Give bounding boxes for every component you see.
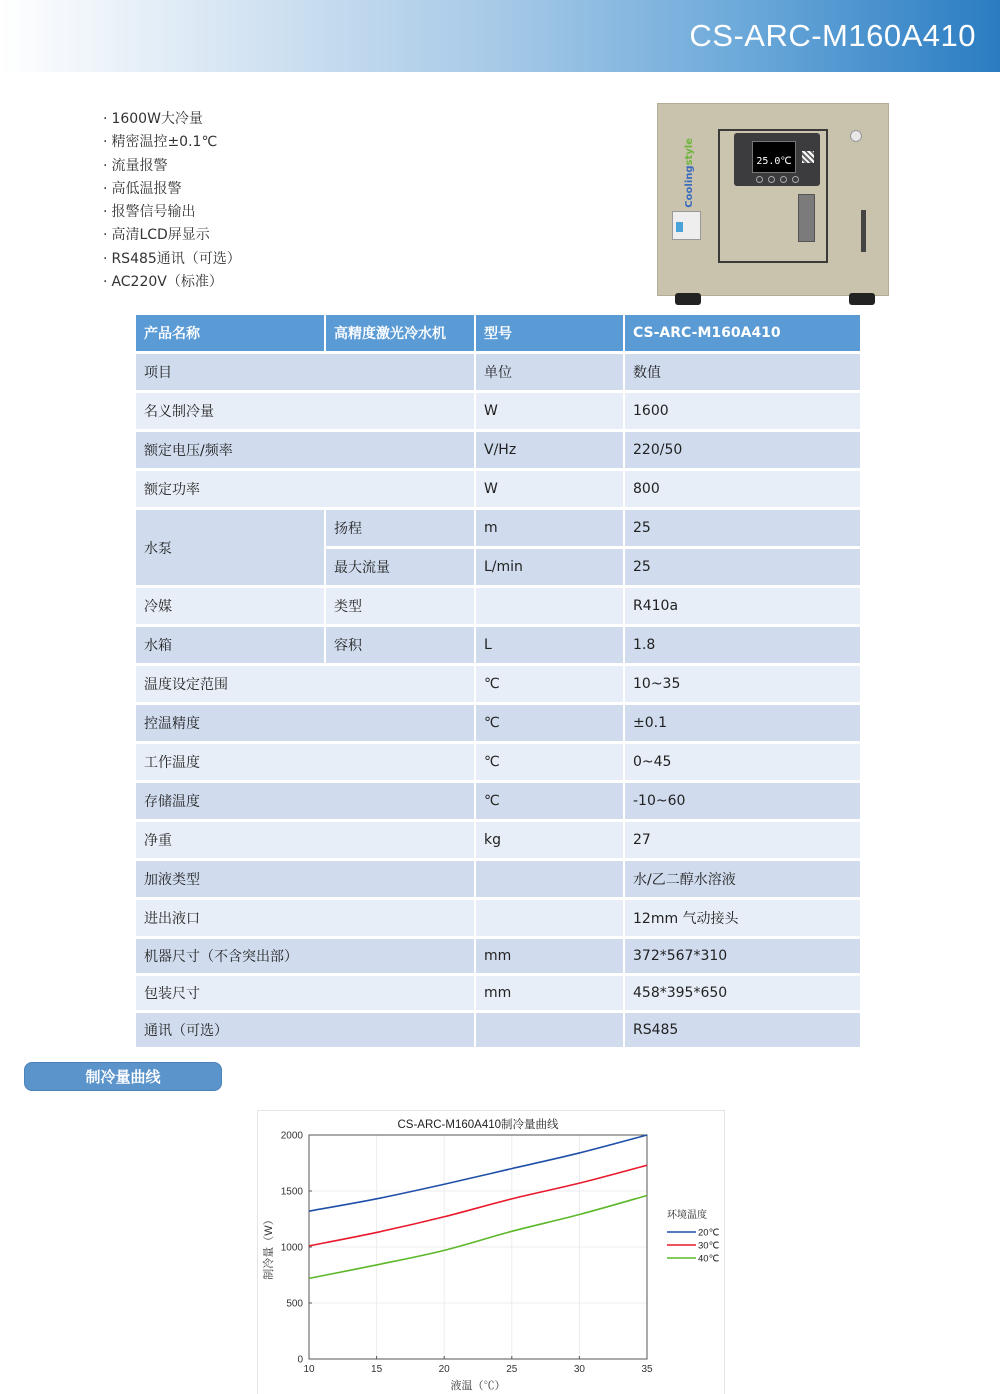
table-row: [136, 588, 860, 624]
model-label: 型号: [476, 315, 623, 351]
model-title: CS-ARC-M160A410: [689, 18, 976, 53]
y-tick-label: 2000: [280, 1130, 303, 1142]
table-row: [136, 822, 860, 858]
chart-canvas: [258, 1111, 726, 1394]
legend-title: 环境温度: [667, 1210, 707, 1221]
cell-value: 12mm 气动接头: [625, 900, 860, 936]
table-row: [136, 705, 860, 741]
table-row: [136, 510, 860, 546]
cell-value: 25: [625, 549, 860, 585]
spec-table: [134, 312, 862, 1050]
x-tick-label: 35: [641, 1364, 653, 1375]
feature-item: · RS485通讯（可选）: [103, 250, 241, 267]
feature-item: · 1600W大冷量: [103, 111, 203, 127]
cell-subitem: 最大流量: [326, 549, 474, 585]
legend-label: 30℃: [698, 1240, 720, 1252]
table-row: [136, 666, 860, 702]
feature-item: · 流量报警: [103, 157, 168, 174]
model-value: CS-ARC-M160A410: [625, 315, 860, 351]
cell-unit: mm: [476, 976, 623, 1010]
cell-unit: [476, 1013, 623, 1047]
table-row: [136, 783, 860, 819]
cell-value: 220/50: [625, 432, 860, 468]
qr-code-icon: [802, 151, 814, 163]
cell-value: 0~45: [625, 744, 860, 780]
chart-title: CS-ARC-M160A410制冷量曲线: [397, 1119, 559, 1131]
cell-item: 额定电压/频率: [136, 432, 474, 468]
cell-unit: W: [476, 393, 623, 429]
cell-item: 进出液口: [136, 900, 474, 936]
feature-item: · 精密温控±0.1℃: [103, 134, 218, 151]
x-tick-label: 30: [573, 1364, 585, 1375]
cell-item: 水箱: [136, 627, 324, 663]
cell-subitem: 扬程: [326, 510, 474, 546]
column-header-value: 数值: [625, 354, 860, 390]
cell-unit: ℃: [476, 705, 623, 741]
column-header-unit: 单位: [476, 354, 623, 390]
chiller-body: [657, 103, 889, 296]
door-handle: [798, 194, 815, 242]
cell-item: 额定功率: [136, 471, 474, 507]
y-tick-label: 1500: [280, 1186, 303, 1198]
header-banner: [0, 0, 1000, 72]
series-line-20℃: [309, 1135, 647, 1211]
table-row: [136, 393, 860, 429]
cell-value: RS485: [625, 1013, 860, 1047]
cell-item: 冷媒: [136, 588, 324, 624]
cell-value: 10~35: [625, 666, 860, 702]
cell-item: 包装尺寸: [136, 976, 474, 1010]
cell-value: 25: [625, 510, 860, 546]
table-row: [136, 976, 860, 1010]
table-row: [136, 471, 860, 507]
power-switch-icon: [850, 130, 862, 142]
control-panel: [734, 133, 820, 186]
cell-unit: L/min: [476, 549, 623, 585]
y-tick-label: 0: [297, 1354, 303, 1366]
cell-item: 控温精度: [136, 705, 474, 741]
table-row: [136, 900, 860, 936]
cell-unit: [476, 900, 623, 936]
table-header-row: [136, 315, 860, 351]
table-row: [136, 354, 860, 390]
machine-foot: [675, 293, 701, 305]
table-row: [136, 1013, 860, 1047]
cell-value: 1.8: [625, 627, 860, 663]
x-tick-label: 20: [438, 1364, 450, 1375]
circuit-breaker: [672, 211, 701, 240]
cell-item: 通讯（可选）: [136, 1013, 474, 1047]
table-row: [136, 627, 860, 663]
feature-item: · AC220V（标准）: [103, 274, 223, 291]
x-tick-label: 10: [303, 1364, 315, 1375]
chart-grid: [309, 1135, 647, 1359]
section-title-cooling-curve: 制冷量曲线: [24, 1062, 222, 1091]
feature-item: · 高低温报警: [103, 180, 182, 197]
cell-value: 27: [625, 822, 860, 858]
cell-item: 工作温度: [136, 744, 474, 780]
cell-subitem: 容积: [326, 627, 474, 663]
cell-value: ±0.1: [625, 705, 860, 741]
cell-item: 净重: [136, 822, 474, 858]
panel-buttons: [756, 176, 799, 183]
cell-unit: m: [476, 510, 623, 546]
feature-list: [103, 108, 241, 294]
cell-unit: ℃: [476, 666, 623, 702]
y-axis-label: 制冷量（W）: [263, 1214, 275, 1280]
cell-item: 名义制冷量: [136, 393, 474, 429]
cell-item: 机器尺寸（不含突出部）: [136, 939, 474, 973]
feature-item: · 报警信号输出: [103, 204, 196, 221]
table-row: [136, 939, 860, 973]
cell-unit: W: [476, 471, 623, 507]
cell-item: 水泵: [136, 510, 324, 585]
cell-unit: ℃: [476, 783, 623, 819]
cell-value: -10~60: [625, 783, 860, 819]
cell-value: 800: [625, 471, 860, 507]
legend-label: 40℃: [698, 1253, 720, 1265]
cell-unit: mm: [476, 939, 623, 973]
cell-unit: [476, 588, 623, 624]
chart-legend: [667, 1228, 720, 1265]
legend-label: 20℃: [698, 1227, 720, 1239]
cell-value: 458*395*650: [625, 976, 860, 1010]
brand-logo: Coolingstyle: [684, 138, 695, 208]
machine-foot: [849, 293, 875, 305]
cell-subitem: 类型: [326, 588, 474, 624]
chart-series: [309, 1135, 647, 1278]
cell-unit: L: [476, 627, 623, 663]
cell-value: R410a: [625, 588, 860, 624]
cell-unit: [476, 861, 623, 897]
cell-item: 加液类型: [136, 861, 474, 897]
product-name-value: 高精度激光冷水机: [326, 315, 474, 351]
cooling-capacity-chart: [257, 1110, 725, 1394]
cell-item: 温度设定范围: [136, 666, 474, 702]
y-tick-label: 500: [286, 1298, 303, 1310]
y-tick-label: 1000: [280, 1242, 303, 1254]
product-image-chiller: [657, 103, 889, 305]
column-header-item: 项目: [136, 354, 474, 390]
lcd-screen: 25.0℃: [752, 141, 796, 173]
cell-unit: ℃: [476, 744, 623, 780]
cell-unit: V/Hz: [476, 432, 623, 468]
cell-item: 存储温度: [136, 783, 474, 819]
feature-item: · 高清LCD屏显示: [103, 227, 210, 244]
cell-value: 1600: [625, 393, 860, 429]
x-axis-label: 液温（℃）: [450, 1380, 506, 1392]
cell-value: 水/乙二醇水溶液: [625, 861, 860, 897]
x-tick-label: 15: [371, 1364, 383, 1375]
x-tick-label: 25: [506, 1364, 518, 1375]
table-row: [136, 744, 860, 780]
series-line-30℃: [309, 1165, 647, 1246]
table-row: [136, 861, 860, 897]
table-row: [136, 432, 860, 468]
cell-value: 372*567*310: [625, 939, 860, 973]
product-name-label: 产品名称: [136, 315, 324, 351]
cell-unit: kg: [476, 822, 623, 858]
water-level-gauge: [861, 210, 866, 252]
